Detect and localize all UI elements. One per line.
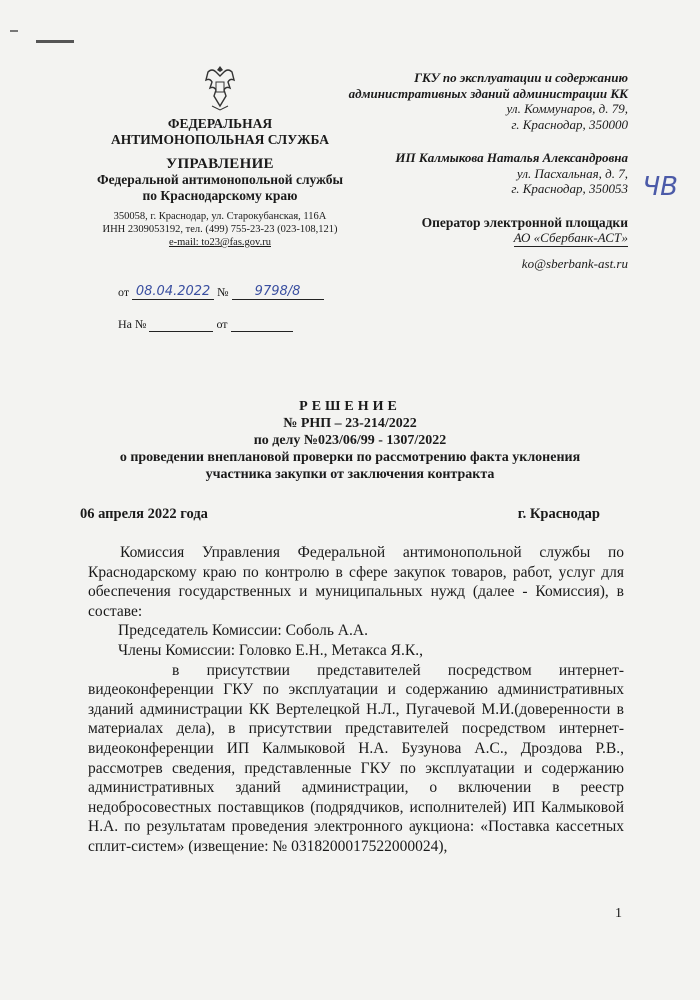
recipients-block (298, 70, 628, 271)
on-from-label: от (216, 317, 228, 331)
operator-name: АО «Сбербанк-АСТ» (513, 230, 628, 245)
handwritten-number: 9798/8 (254, 284, 301, 299)
decision-date: 06 апреля 2022 года (80, 506, 208, 522)
sender-inn-phone: ИНН 2309053192, тел. (499) 755-23-23 (023-108,121) (102, 224, 338, 235)
body-paragraph: Комиссия Управления Федеральной антимонопольной службы по Краснодарскому краю по контролю в сфере закупок товаров, работ, услуг для обеспечения государственных и муниципальных нужд (далее - Комиссия), в составе: (88, 544, 624, 620)
recipient2-name: ИП Калмыкова Наталья Александровна (395, 150, 628, 165)
incoming-reference (118, 316, 293, 332)
scan-artifact (10, 30, 18, 32)
on-number-label: На № (118, 317, 147, 331)
decision-number: № РНП – 23-214/2022 (283, 416, 417, 431)
operator-email: ko@sberbank-ast.ru (521, 255, 628, 271)
handwritten-initials: ЧВ (642, 172, 678, 202)
date-city-row (80, 506, 600, 523)
recipient1-line1: ГКУ по эксплуатации и содержанию (414, 70, 628, 85)
org-name-line2: АНТИМОНОПОЛЬНАЯ СЛУЖБА (111, 132, 329, 147)
recipient1-addr1: ул. Коммунаров, д. 79, (506, 101, 628, 116)
recipient1-line2: административных зданий администрации КК (348, 85, 628, 101)
sender-address: 350058, г. Краснодар, ул. Старокубанская, 116А (113, 211, 327, 222)
handwritten-date: 08.04.2022 (135, 284, 211, 299)
decision-header (0, 398, 700, 483)
coat-of-arms-icon (200, 62, 240, 112)
from-label: от (118, 285, 130, 299)
commission-chair: Председатель Комиссии: Соболь А.А. (118, 622, 368, 640)
recipient2-addr1: ул. Пасхальная, д. 7, (516, 165, 628, 181)
recipient1-addr2: г. Краснодар, 350000 (511, 116, 628, 132)
scan-artifact (36, 40, 74, 43)
dept-line2: по Краснодарскому краю (142, 188, 298, 203)
page-number: 1 (615, 906, 622, 921)
decision-body (88, 543, 624, 857)
body-paragraph: в присутствии представителей посредством интернет-видеоконференции ГКУ по эксплуатации и содержанию административных зданий администрации КК Вертелецкой Н.Л., Пугачевой М.И.(доверенности в материалах дела), в присутствии представителей посредством интернет-видеоконференции ИП Калмыковой Н.А. Бузунова А.С., Дроздова Р.В., рассмотрев сведения, представленные ГКУ по эксплуатации и содержанию административных зданий администрации, о включении в реестр недобросовестных поставщиков (подрядчиков, исполнителей) ИП Калмыковой Н.А. по результатам проведения электронного аукциона: «Поставка кассетных сплит-систем» (извещение: № 0318200017522000024), (88, 661, 624, 855)
number-label: № (217, 285, 229, 299)
outgoing-reference (118, 284, 324, 300)
org-name-line1: ФЕДЕРАЛЬНАЯ (167, 116, 273, 131)
commission-members: Члены Комиссии: Головко Е.Н., Метакса Я.К., (118, 641, 423, 659)
decision-city: г. Краснодар (517, 506, 600, 522)
dept-title: УПРАВЛЕНИЕ (166, 156, 274, 172)
decision-case: по делу №023/06/99 - 1307/2022 (253, 433, 447, 448)
decision-subject-line1: о проведении внеплановой проверки по рассмотрению факта уклонения (119, 450, 581, 465)
decision-title: РЕШЕНИЕ (299, 399, 401, 414)
sender-email: e-mail: to23@fas.gov.ru (168, 237, 271, 248)
decision-subject-line2: участника закупки от заключения контракта (205, 467, 495, 482)
recipient2-addr2: г. Краснодар, 350053 (511, 181, 628, 196)
dept-line1: Федеральной антимонопольной службы (96, 172, 344, 187)
operator-title: Оператор электронной площадки (421, 214, 628, 230)
